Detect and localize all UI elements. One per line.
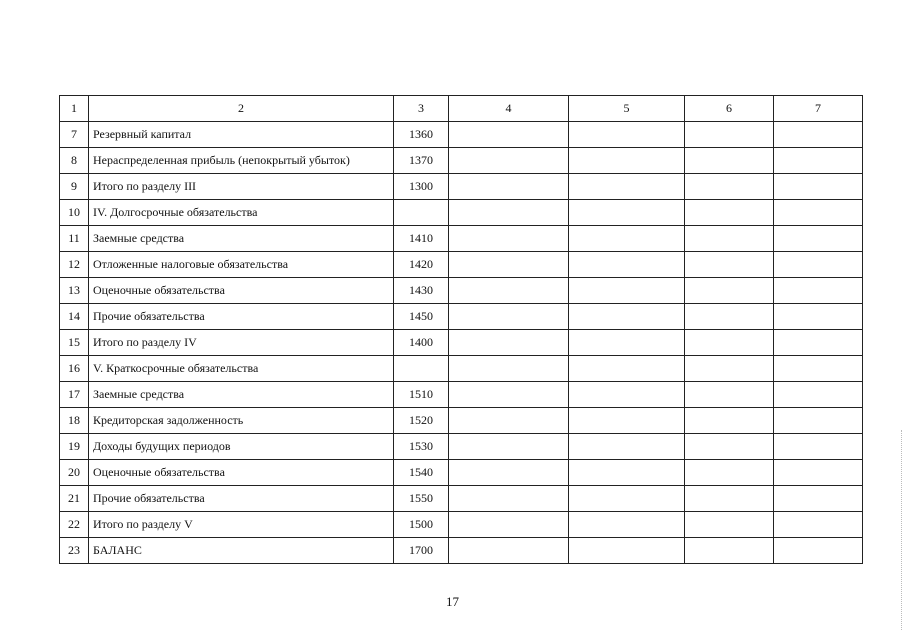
row-number: 13	[60, 278, 89, 304]
value-cell-col-7	[774, 252, 863, 278]
table-row	[60, 512, 863, 538]
row-code: 1360	[394, 122, 449, 148]
value-cell-col-5	[569, 174, 685, 200]
header-col-2: 2	[89, 96, 394, 122]
value-cell-col-7	[774, 512, 863, 538]
value-cell-col-4	[449, 356, 569, 382]
row-name: Итого по разделу III	[89, 174, 394, 200]
row-code: 1400	[394, 330, 449, 356]
scan-edge-mark	[900, 430, 902, 630]
value-cell-col-4	[449, 512, 569, 538]
table-row	[60, 304, 863, 330]
value-cell-col-5	[569, 408, 685, 434]
row-name: БАЛАНС	[89, 538, 394, 564]
row-name: Резервный капитал	[89, 122, 394, 148]
header-col-6: 6	[685, 96, 774, 122]
row-number: 19	[60, 434, 89, 460]
row-number: 21	[60, 486, 89, 512]
page-number: 17	[446, 594, 459, 609]
row-name: Итого по разделу IV	[89, 330, 394, 356]
value-cell-col-4	[449, 330, 569, 356]
value-cell-col-6	[685, 252, 774, 278]
row-code: 1450	[394, 304, 449, 330]
value-cell-col-7	[774, 382, 863, 408]
value-cell-col-7	[774, 278, 863, 304]
table-row	[60, 174, 863, 200]
row-number: 14	[60, 304, 89, 330]
value-cell-col-5	[569, 382, 685, 408]
value-cell-col-5	[569, 252, 685, 278]
row-code: 1520	[394, 408, 449, 434]
row-code: 1530	[394, 434, 449, 460]
value-cell-col-4	[449, 434, 569, 460]
table-row	[60, 382, 863, 408]
table-row	[60, 252, 863, 278]
value-cell-col-7	[774, 356, 863, 382]
value-cell-col-4	[449, 538, 569, 564]
value-cell-col-7	[774, 538, 863, 564]
row-number: 7	[60, 122, 89, 148]
value-cell-col-6	[685, 486, 774, 512]
value-cell-col-6	[685, 330, 774, 356]
row-name: Прочие обязательства	[89, 486, 394, 512]
value-cell-col-5	[569, 486, 685, 512]
row-code: 1430	[394, 278, 449, 304]
value-cell-col-5	[569, 148, 685, 174]
section-heading: V. Краткосрочные обязательства	[89, 356, 394, 382]
row-name: Доходы будущих периодов	[89, 434, 394, 460]
value-cell-col-6	[685, 278, 774, 304]
value-cell-col-5	[569, 512, 685, 538]
value-cell-col-6	[685, 434, 774, 460]
table-row	[60, 278, 863, 304]
table-row	[60, 538, 863, 564]
row-code: 1500	[394, 512, 449, 538]
table-row	[60, 408, 863, 434]
value-cell-col-4	[449, 278, 569, 304]
value-cell-col-5	[569, 122, 685, 148]
balance-table	[59, 95, 863, 564]
row-code: 1510	[394, 382, 449, 408]
row-code: 1540	[394, 460, 449, 486]
row-code: 1300	[394, 174, 449, 200]
value-cell-col-4	[449, 148, 569, 174]
value-cell-col-4	[449, 486, 569, 512]
row-name: Оценочные обязательства	[89, 460, 394, 486]
value-cell-col-5	[569, 330, 685, 356]
value-cell-col-6	[685, 200, 774, 226]
value-cell-col-6	[685, 356, 774, 382]
row-number: 12	[60, 252, 89, 278]
value-cell-col-4	[449, 226, 569, 252]
value-cell-col-7	[774, 408, 863, 434]
value-cell-col-7	[774, 148, 863, 174]
value-cell-col-6	[685, 460, 774, 486]
value-cell-col-7	[774, 200, 863, 226]
row-code: 1550	[394, 486, 449, 512]
row-name: Прочие обязательства	[89, 304, 394, 330]
row-number: 8	[60, 148, 89, 174]
value-cell-col-5	[569, 200, 685, 226]
table-row	[60, 330, 863, 356]
row-number: 22	[60, 512, 89, 538]
value-cell-col-5	[569, 304, 685, 330]
table-row	[60, 200, 863, 226]
section-heading: IV. Долгосрочные обязательства	[89, 200, 394, 226]
value-cell-col-4	[449, 460, 569, 486]
table-row	[60, 226, 863, 252]
value-cell-col-6	[685, 174, 774, 200]
value-cell-col-6	[685, 226, 774, 252]
value-cell-col-5	[569, 538, 685, 564]
row-number: 20	[60, 460, 89, 486]
value-cell-col-7	[774, 460, 863, 486]
row-code	[394, 356, 449, 382]
row-number: 23	[60, 538, 89, 564]
value-cell-col-5	[569, 356, 685, 382]
value-cell-col-5	[569, 278, 685, 304]
header-col-1: 1	[60, 96, 89, 122]
value-cell-col-4	[449, 174, 569, 200]
header-col-5: 5	[569, 96, 685, 122]
row-name: Нераспределенная прибыль (непокрытый убыток)	[89, 148, 394, 174]
value-cell-col-6	[685, 122, 774, 148]
value-cell-col-4	[449, 122, 569, 148]
value-cell-col-7	[774, 174, 863, 200]
row-code: 1410	[394, 226, 449, 252]
row-code: 1420	[394, 252, 449, 278]
table-row	[60, 486, 863, 512]
value-cell-col-7	[774, 486, 863, 512]
table-header-row	[60, 96, 863, 122]
value-cell-col-4	[449, 252, 569, 278]
row-name: Отложенные налоговые обязательства	[89, 252, 394, 278]
table-row	[60, 356, 863, 382]
value-cell-col-7	[774, 304, 863, 330]
table-row	[60, 148, 863, 174]
value-cell-col-5	[569, 460, 685, 486]
value-cell-col-7	[774, 434, 863, 460]
value-cell-col-6	[685, 304, 774, 330]
table-row	[60, 434, 863, 460]
value-cell-col-6	[685, 538, 774, 564]
row-code: 1700	[394, 538, 449, 564]
value-cell-col-7	[774, 330, 863, 356]
row-code: 1370	[394, 148, 449, 174]
value-cell-col-6	[685, 512, 774, 538]
value-cell-col-6	[685, 408, 774, 434]
row-name: Заемные средства	[89, 226, 394, 252]
row-number: 11	[60, 226, 89, 252]
row-code	[394, 200, 449, 226]
header-col-3: 3	[394, 96, 449, 122]
header-col-4: 4	[449, 96, 569, 122]
row-number: 10	[60, 200, 89, 226]
row-number: 18	[60, 408, 89, 434]
row-name: Оценочные обязательства	[89, 278, 394, 304]
value-cell-col-5	[569, 226, 685, 252]
row-number: 15	[60, 330, 89, 356]
table-row	[60, 122, 863, 148]
value-cell-col-7	[774, 122, 863, 148]
row-name: Итого по разделу V	[89, 512, 394, 538]
row-name: Кредиторская задолженность	[89, 408, 394, 434]
value-cell-col-5	[569, 434, 685, 460]
value-cell-col-4	[449, 304, 569, 330]
row-number: 16	[60, 356, 89, 382]
value-cell-col-6	[685, 382, 774, 408]
value-cell-col-6	[685, 148, 774, 174]
value-cell-col-4	[449, 200, 569, 226]
row-number: 17	[60, 382, 89, 408]
table-row	[60, 460, 863, 486]
value-cell-col-4	[449, 382, 569, 408]
value-cell-col-7	[774, 226, 863, 252]
row-name: Заемные средства	[89, 382, 394, 408]
header-col-7: 7	[774, 96, 863, 122]
row-number: 9	[60, 174, 89, 200]
value-cell-col-4	[449, 408, 569, 434]
